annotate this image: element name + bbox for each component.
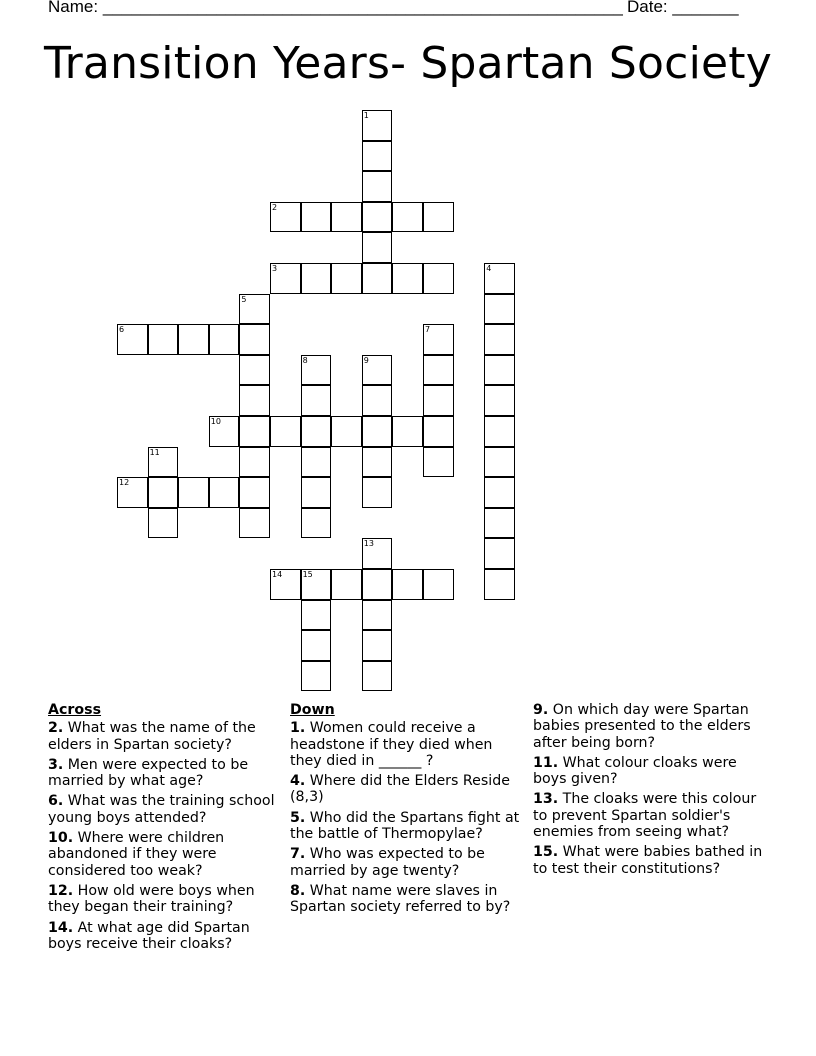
clue-item xyxy=(48,883,280,916)
clue-item-number: 4. xyxy=(290,773,306,790)
clue-number: 8 xyxy=(302,355,308,365)
grid-cell[interactable] xyxy=(301,600,332,631)
grid-cell[interactable] xyxy=(362,447,393,478)
date-blank[interactable]: _______ xyxy=(672,0,739,16)
grid-cell[interactable] xyxy=(117,324,148,355)
clue-item xyxy=(48,920,280,953)
grid-cell[interactable] xyxy=(392,263,423,294)
puzzle-title: Transition Years- Spartan Society xyxy=(44,38,772,89)
clue-item-number: 12. xyxy=(48,882,74,899)
grid-cell[interactable] xyxy=(484,355,515,386)
grid-cell[interactable] xyxy=(484,385,515,416)
grid-cell[interactable] xyxy=(148,324,179,355)
clue-number: 11 xyxy=(149,447,160,457)
grid-cell[interactable] xyxy=(301,661,332,692)
clue-item-text: On which day were Spartan babies presented to the elders after being born? xyxy=(533,702,751,751)
grid-cell[interactable] xyxy=(239,324,270,355)
clue-item-number: 13. xyxy=(533,791,559,808)
grid-cell[interactable] xyxy=(392,569,423,600)
grid-cell[interactable] xyxy=(362,538,393,569)
clue-number: 4 xyxy=(486,264,492,273)
clue-item xyxy=(290,810,522,843)
clue-item-number: 8. xyxy=(290,882,306,899)
clue-item-text: What was the training school young boys attended? xyxy=(48,793,275,826)
clue-item-number: 6. xyxy=(48,793,64,810)
clue-item xyxy=(290,883,522,916)
clue-number: 6 xyxy=(119,325,125,335)
clue-item-text: What name were slaves in Spartan society referred to by? xyxy=(290,882,511,916)
grid-cell[interactable] xyxy=(301,355,332,386)
clue-item-text: At what age did Spartan boys receive their cloaks? xyxy=(48,919,250,952)
clue-item-number: 10. xyxy=(48,830,74,847)
clue-item-text: What were babies bathed in to test their constitutions? xyxy=(533,844,763,877)
name-label: Name: _______________________________________________________ xyxy=(48,0,623,17)
clue-item-number: 5. xyxy=(290,809,306,826)
clue-item xyxy=(533,755,765,788)
grid-cell[interactable] xyxy=(362,569,393,600)
grid-cell[interactable] xyxy=(484,508,515,539)
clue-item-text: Where did the Elders Reside (8,3) xyxy=(290,773,510,806)
grid-cell[interactable] xyxy=(362,141,393,172)
grid-cell[interactable] xyxy=(209,416,240,447)
grid-cell[interactable] xyxy=(301,202,332,233)
grid-cell[interactable] xyxy=(392,416,423,447)
clue-item-number: 11. xyxy=(533,754,559,771)
clue-item-number: 2. xyxy=(48,720,64,737)
grid-cell[interactable] xyxy=(301,477,332,508)
grid-cell[interactable] xyxy=(362,661,393,692)
grid-cell[interactable] xyxy=(270,263,301,294)
grid-cell[interactable] xyxy=(484,538,515,569)
grid-cell[interactable] xyxy=(423,263,454,294)
grid-cell[interactable] xyxy=(423,569,454,600)
clue-item-text: Who was expected to be married by age twenty? xyxy=(290,846,485,879)
grid-cell[interactable] xyxy=(423,355,454,386)
grid-cell[interactable] xyxy=(362,630,393,661)
clue-item-number: 3. xyxy=(48,756,64,773)
grid-cell[interactable] xyxy=(209,477,240,508)
grid-cell[interactable] xyxy=(239,294,270,325)
grid-cell[interactable] xyxy=(178,324,209,355)
grid-cell[interactable] xyxy=(178,477,209,508)
clue-number: 9 xyxy=(363,355,369,365)
clue-item xyxy=(533,702,765,751)
clue-number: 2 xyxy=(272,202,278,212)
clue-item-number: 15. xyxy=(533,844,559,861)
name-blank[interactable]: _______________________________________________________ xyxy=(102,0,623,16)
clue-item-text: Where were children abandoned if they were considered too weak? xyxy=(48,830,225,879)
clue-item-number: 9. xyxy=(533,702,549,718)
clue-number: 5 xyxy=(241,294,247,304)
grid-cell[interactable] xyxy=(239,508,270,539)
clue-item-text: What colour cloaks were boys given? xyxy=(533,754,737,788)
grid-cell[interactable] xyxy=(301,630,332,661)
grid-cell[interactable] xyxy=(148,447,179,478)
clue-number: 3 xyxy=(272,264,278,273)
grid-cell[interactable] xyxy=(270,416,301,447)
grid-cell[interactable] xyxy=(362,416,393,447)
grid-cell[interactable] xyxy=(301,569,332,600)
grid-cell[interactable] xyxy=(301,263,332,294)
grid-cell[interactable] xyxy=(423,447,454,478)
grid-cell[interactable] xyxy=(362,110,393,141)
grid-cell[interactable] xyxy=(484,416,515,447)
grid-cell[interactable] xyxy=(392,202,423,233)
clue-item xyxy=(290,846,522,879)
grid-cell[interactable] xyxy=(301,447,332,478)
grid-cell[interactable] xyxy=(362,477,393,508)
grid-cell[interactable] xyxy=(484,569,515,600)
grid-cell[interactable] xyxy=(117,477,148,508)
clue-number: 10 xyxy=(210,417,221,426)
clue-item xyxy=(48,720,280,753)
grid-cell[interactable] xyxy=(148,477,179,508)
grid-cell[interactable] xyxy=(423,385,454,416)
grid-cell[interactable] xyxy=(270,202,301,233)
grid-cell[interactable] xyxy=(484,263,515,294)
clue-item xyxy=(533,844,765,877)
clue-item-text: What was the name of the elders in Spartan society? xyxy=(48,720,256,753)
clue-item xyxy=(533,791,765,840)
clue-item-text: Men were expected to be married by what age? xyxy=(48,756,249,790)
grid-cell[interactable] xyxy=(331,416,362,447)
clue-number: 15 xyxy=(302,570,313,579)
grid-cell[interactable] xyxy=(301,416,332,447)
clue-number: 12 xyxy=(119,478,130,488)
grid-cell[interactable] xyxy=(209,324,240,355)
down-clues-continued xyxy=(533,702,765,881)
clue-item xyxy=(48,757,280,790)
grid-cell[interactable] xyxy=(331,263,362,294)
down-clues xyxy=(290,702,522,920)
grid-cell[interactable] xyxy=(270,569,301,600)
grid-cell[interactable] xyxy=(362,232,393,263)
date-label: Date: _______ xyxy=(627,0,739,17)
clue-item xyxy=(290,773,522,806)
grid-cell[interactable] xyxy=(331,202,362,233)
grid-cell[interactable] xyxy=(484,294,515,325)
grid-cell[interactable] xyxy=(362,202,393,233)
clue-item xyxy=(48,830,280,879)
grid-cell[interactable] xyxy=(423,202,454,233)
grid-cell[interactable] xyxy=(301,385,332,416)
grid-cell[interactable] xyxy=(423,416,454,447)
grid-cell[interactable] xyxy=(484,447,515,478)
grid-cell[interactable] xyxy=(362,385,393,416)
clue-item-text: How old were boys when they began their training? xyxy=(48,882,255,916)
clue-item-text: The cloaks were this colour to prevent Spartan soldier's enemies from seeing what? xyxy=(533,791,757,841)
clue-item-number: 7. xyxy=(290,846,306,863)
clue-number: 7 xyxy=(425,325,431,335)
grid-cell[interactable] xyxy=(362,355,393,386)
across-heading: Across xyxy=(48,702,102,718)
clue-item-text: Who did the Spartans fight at the battle of Thermopylae? xyxy=(290,809,520,843)
clue-number: 13 xyxy=(363,539,374,549)
grid-cell[interactable] xyxy=(484,324,515,355)
across-clues xyxy=(48,702,280,956)
clue-number: 1 xyxy=(363,111,369,120)
grid-cell[interactable] xyxy=(239,477,270,508)
down-heading: Down xyxy=(290,702,335,718)
clue-number: 14 xyxy=(272,570,283,579)
grid-cell[interactable] xyxy=(331,569,362,600)
grid-cell[interactable] xyxy=(362,171,393,202)
clue-item-number: 14. xyxy=(48,919,74,936)
grid-cell[interactable] xyxy=(239,385,270,416)
grid-cell[interactable] xyxy=(484,477,515,508)
grid-cell[interactable] xyxy=(148,508,179,539)
grid-cell[interactable] xyxy=(239,355,270,386)
grid-cell[interactable] xyxy=(239,447,270,478)
clue-item xyxy=(48,793,280,826)
clue-item xyxy=(290,720,522,769)
clue-item-number: 1. xyxy=(290,720,306,737)
grid-cell[interactable] xyxy=(423,324,454,355)
grid-cell[interactable] xyxy=(239,416,270,447)
grid-cell[interactable] xyxy=(362,263,393,294)
clue-item-text: Women could receive a headstone if they died when they died in ______ ? xyxy=(290,720,493,769)
grid-cell[interactable] xyxy=(301,508,332,539)
grid-cell[interactable] xyxy=(362,600,393,631)
